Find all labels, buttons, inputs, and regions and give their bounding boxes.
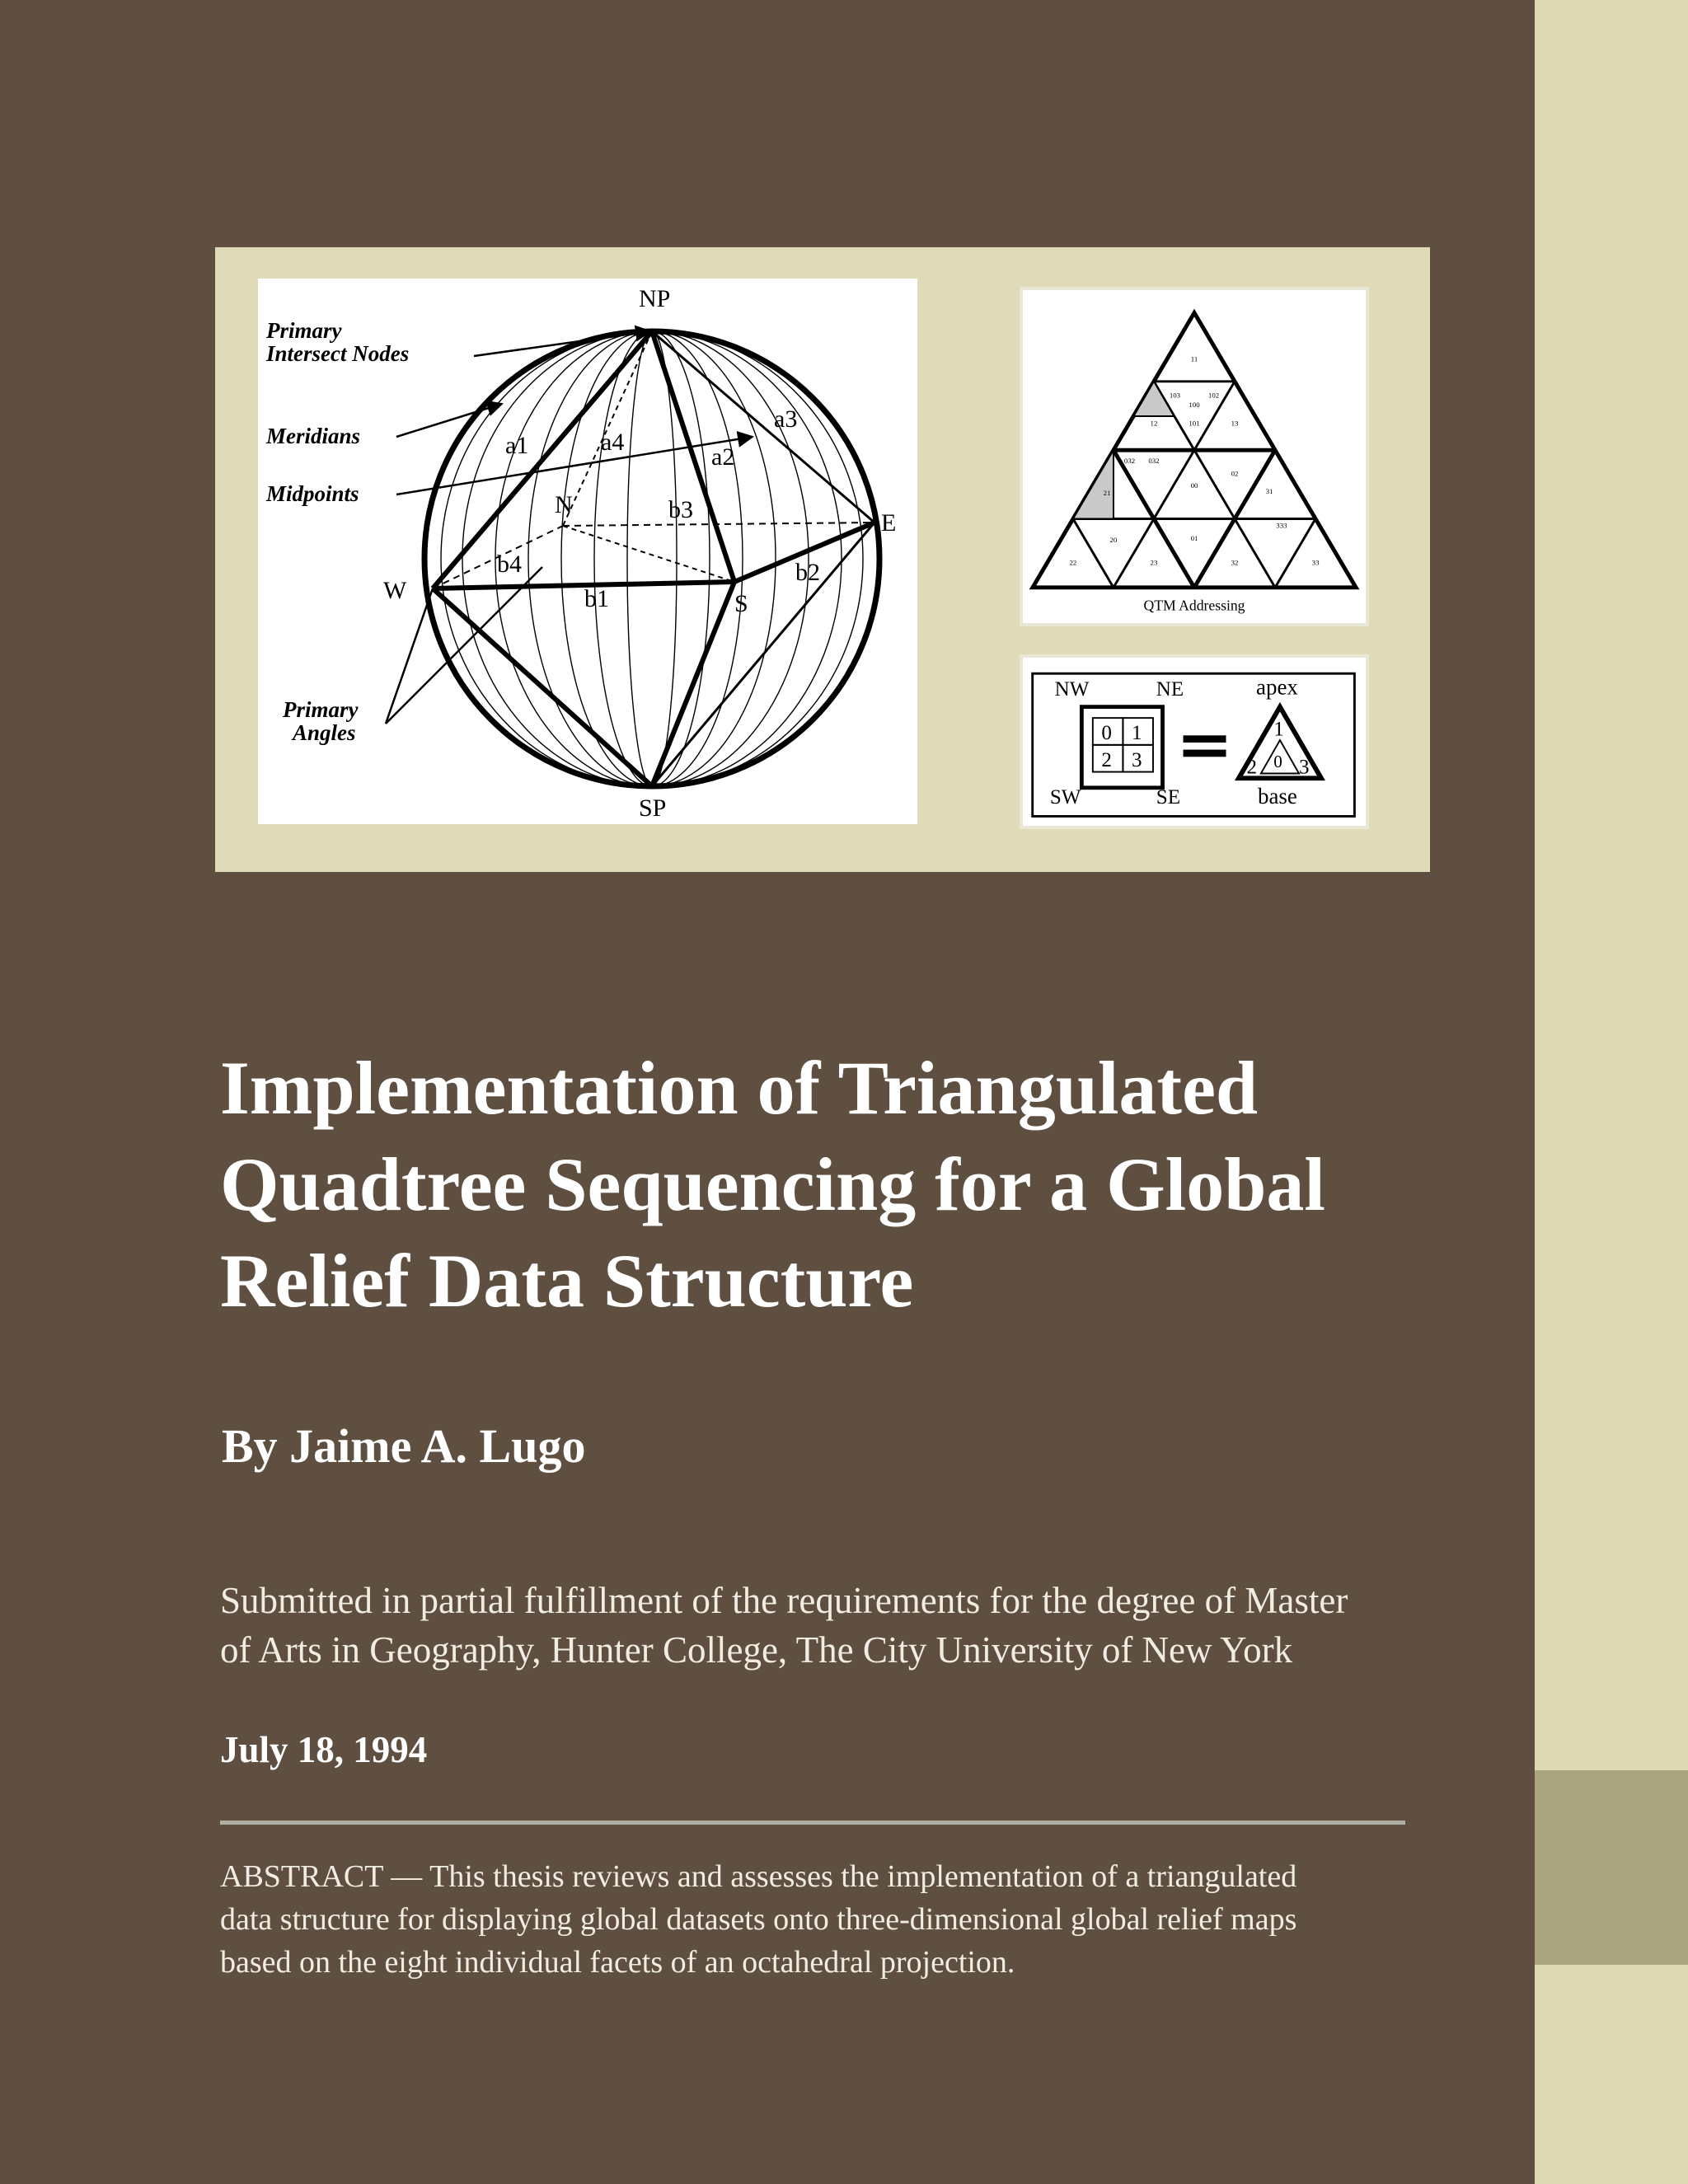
callout-primary-angles-2: Angles — [293, 720, 356, 745]
callout-primary-angles-1: Primary — [283, 697, 359, 722]
b1-label: b1 — [584, 585, 609, 612]
submission-date: July 18, 1994 — [220, 1729, 428, 1770]
submission-line: Submitted in partial fulfillment of the requirements for the degree of Master — [220, 1580, 1348, 1621]
quad-cell-0: 0 — [1101, 722, 1112, 745]
qtm-addressing-figure — [1020, 287, 1369, 626]
tri-cell-0: 0 — [1273, 751, 1282, 771]
quad-cell-3: 3 — [1131, 748, 1142, 771]
sidebar-accent-band — [1535, 1770, 1688, 1965]
qtm-cell: 32 — [1231, 558, 1239, 567]
quad-cell-2: 2 — [1101, 748, 1112, 771]
title-line: Quadtree Sequencing for a Global — [220, 1142, 1325, 1226]
s-label: S — [734, 590, 748, 617]
qtm-cell: 02 — [1231, 469, 1239, 478]
document-title — [220, 1040, 1456, 1329]
figure-panel — [215, 247, 1430, 872]
quad-se-label: SE — [1156, 786, 1180, 809]
b4-label: b4 — [497, 551, 522, 578]
tri-cell-3: 3 — [1299, 756, 1310, 779]
author-byline: By Jaime A. Lugo — [222, 1419, 586, 1473]
tri-cell-2: 2 — [1246, 756, 1258, 779]
qtm-cell: 11 — [1190, 354, 1198, 363]
quad-nw-label: NW — [1054, 678, 1090, 701]
quad-base-label: base — [1257, 784, 1297, 809]
globe-callouts — [265, 318, 409, 745]
abstract-line: based on the eight individual facets of an octahedral projection. — [220, 1945, 1015, 1980]
callout-primary-intersect-2: Intersect Nodes — [266, 341, 410, 366]
title-line: Relief Data Structure — [220, 1239, 914, 1323]
abstract-line: ABSTRACT — This thesis reviews and assesses the implementation of a triangulated — [220, 1859, 1297, 1894]
qtm-cell: 333 — [1276, 521, 1287, 530]
qtm-cell: 20 — [1109, 535, 1118, 544]
callout-meridians: Meridians — [266, 424, 361, 448]
section-divider — [220, 1821, 1405, 1825]
qtm-cell: 23 — [1150, 558, 1158, 567]
qtm-cell: 101 — [1189, 419, 1200, 428]
qtm-cell: 33 — [1311, 558, 1320, 567]
octahedron-globe-figure — [258, 279, 917, 824]
qtm-cell: 22 — [1069, 558, 1077, 567]
qtm-caption: QTM Addressing — [1143, 597, 1245, 614]
qtm-cell: 102 — [1207, 391, 1220, 400]
abstract-text — [220, 1855, 1423, 1984]
n-label: N — [555, 491, 573, 518]
title-line: Implementation of Triangulated — [220, 1046, 1259, 1130]
quadrant-equivalence-figure — [1020, 654, 1369, 829]
quad-sw-label: SW — [1049, 786, 1081, 809]
a2-label: a2 — [711, 443, 735, 471]
qtm-cell: 13 — [1231, 419, 1239, 428]
tri-cell-1: 1 — [1273, 718, 1284, 741]
abstract-line: data structure for displaying global datasets onto three-dimensional global relief maps — [220, 1902, 1297, 1937]
b2-label: b2 — [795, 559, 820, 586]
e-label: E — [881, 509, 897, 537]
qtm-cell: 12 — [1150, 419, 1158, 428]
qtm-cell: 032 — [1123, 456, 1136, 465]
qtm-cell: 100 — [1189, 401, 1200, 410]
quad-cell-1: 1 — [1131, 722, 1142, 745]
qtm-cell: 31 — [1265, 487, 1273, 496]
callout-midpoints: Midpoints — [266, 481, 359, 506]
callout-primary-intersect-1: Primary — [266, 318, 342, 343]
a1-label: a1 — [505, 432, 529, 459]
quad-apex-label: apex — [1256, 674, 1298, 700]
b3-label: b3 — [668, 496, 693, 523]
qtm-cell: 01 — [1190, 533, 1198, 542]
sp-label: SP — [639, 794, 667, 822]
w-label: W — [383, 577, 407, 604]
a3-label: a3 — [774, 405, 798, 433]
submission-statement — [220, 1576, 1423, 1675]
quad-ne-label: NE — [1156, 678, 1184, 701]
a4-label: a4 — [601, 429, 625, 456]
submission-line: of Arts in Geography, Hunter College, The City University of New York — [220, 1629, 1293, 1671]
np-label: NP — [639, 285, 671, 312]
qtm-cell: 032 — [1148, 456, 1160, 465]
qtm-cell: 21 — [1103, 489, 1111, 498]
qtm-cell: 00 — [1190, 481, 1198, 490]
qtm-cell: 103 — [1169, 391, 1181, 400]
